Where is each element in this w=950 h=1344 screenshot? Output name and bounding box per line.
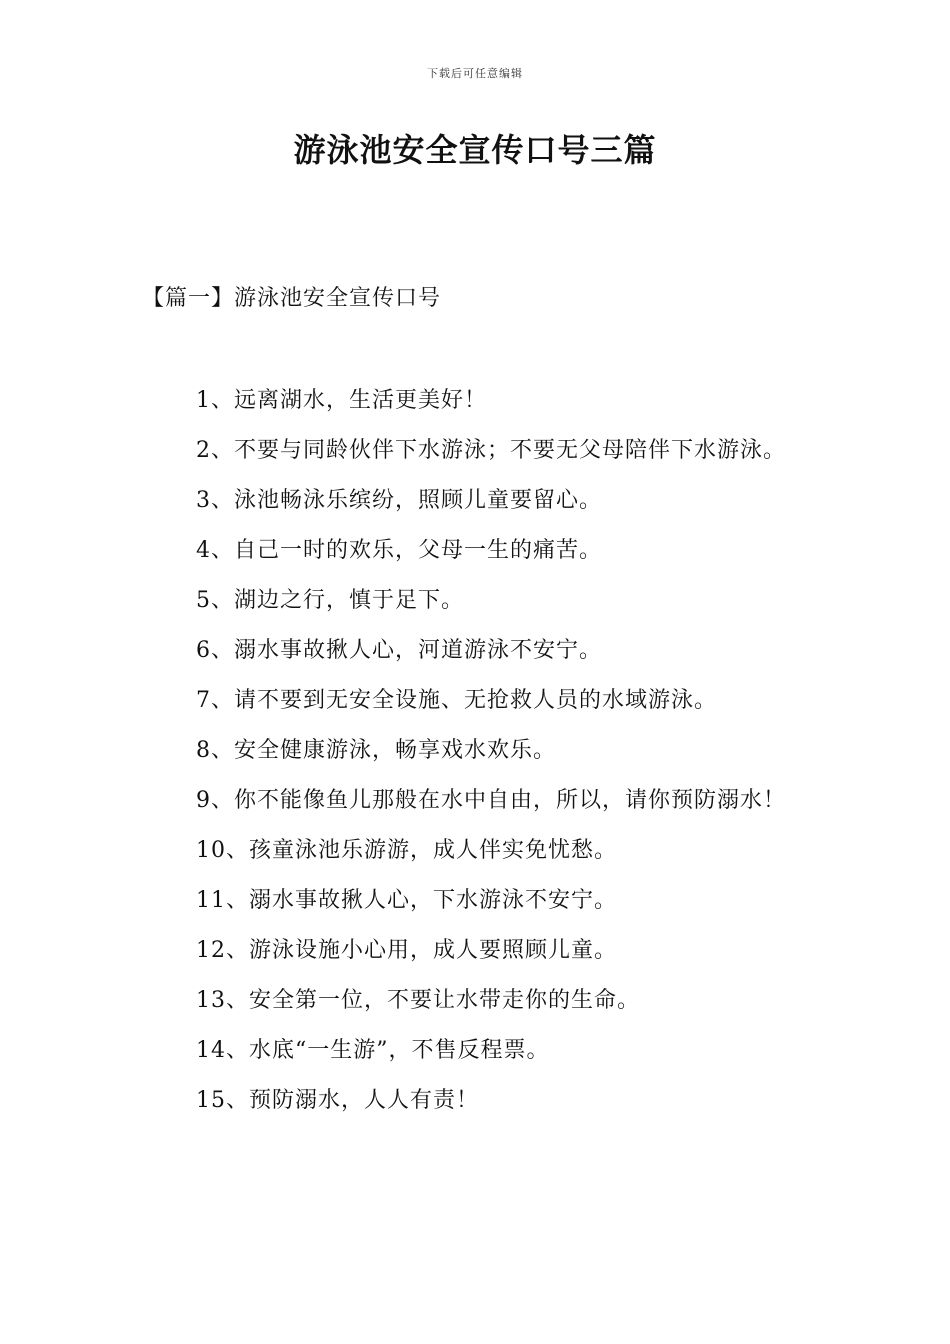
document-title: 游泳池安全宣传口号三篇 — [293, 131, 657, 169]
header-note: 下载后可任意编辑 — [427, 67, 523, 80]
slogan-item-3: 3、泳池畅泳乐缤纷，照顾儿童要留心。 — [196, 488, 602, 513]
slogan-item-15: 15、预防溺水，人人有责！ — [196, 1088, 479, 1113]
slogan-list — [146, 376, 814, 1126]
slogan-item-14: 14、水底“一生游”，不售反程票。 — [196, 1038, 550, 1063]
section-heading: 【篇一】游泳池安全宣传口号 — [142, 286, 442, 311]
slogan-item-4: 4、自己一时的欢乐，父母一生的痛苦。 — [196, 538, 602, 563]
slogan-item-6: 6、溺水事故揪人心，河道游泳不安宁。 — [196, 638, 602, 663]
slogan-item-12: 12、游泳设施小心用，成人要照顾儿童。 — [196, 938, 617, 963]
slogan-item-11: 11、溺水事故揪人心，下水游泳不安宁。 — [196, 888, 617, 913]
slogan-item-5: 5、湖边之行，慎于足下。 — [196, 588, 464, 613]
slogan-item-7: 7、请不要到无安全设施、无抢救人员的水域游泳。 — [196, 688, 717, 713]
slogan-item-2: 2、不要与同龄伙伴下水游泳；不要无父母陪伴下水游泳。 — [196, 438, 786, 463]
slogan-item-13: 13、安全第一位，不要让水带走你的生命。 — [196, 988, 640, 1013]
slogan-item-1: 1、远离湖水，生活更美好！ — [196, 388, 487, 413]
slogan-item-9: 9、你不能像鱼儿那般在水中自由，所以，请你预防溺水！ — [196, 788, 786, 813]
slogan-item-10: 10、孩童泳池乐游游，成人伴实免忧愁。 — [196, 838, 617, 863]
slogan-item-8: 8、安全健康游泳，畅享戏水欢乐。 — [196, 738, 556, 763]
